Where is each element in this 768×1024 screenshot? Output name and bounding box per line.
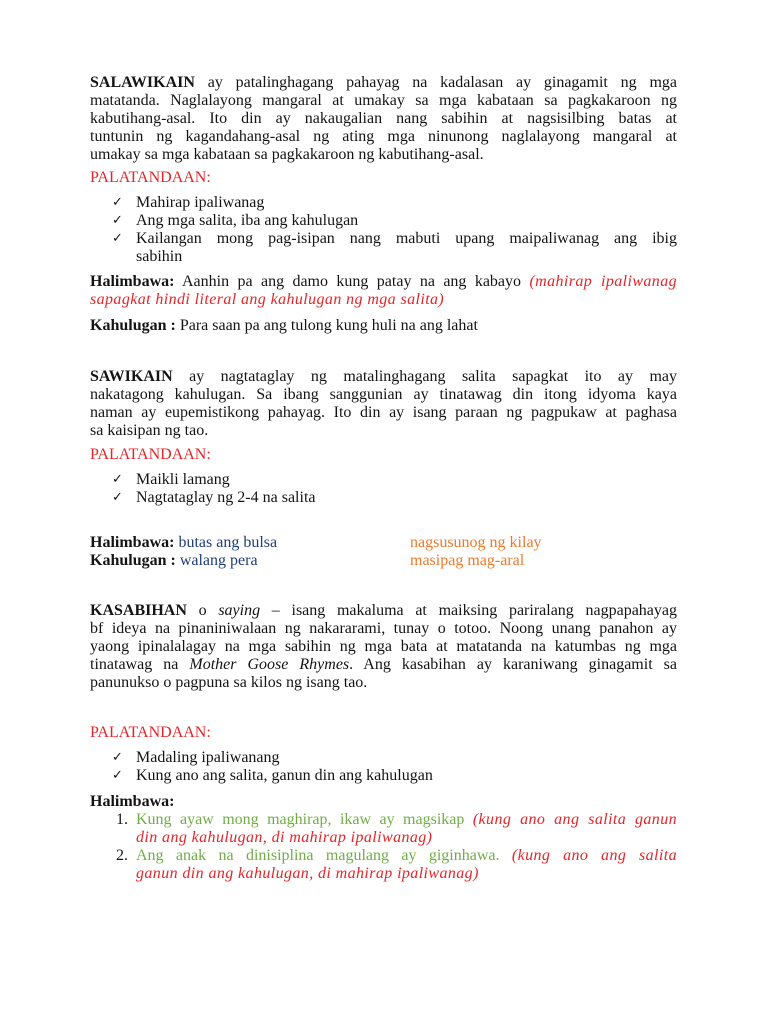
list-item-text: Kailangan mong pag-isipan nang mabuti upang maipaliwanag ang ibig [136, 230, 677, 247]
list-item [90, 749, 677, 767]
paragraph-line: tuntunin ng kagandahang-asal ng ating mga ninunong naglalayong mangaral at [90, 128, 677, 145]
example-note: sapagkat hindi literal ang kahulugan ng mga salita) [90, 291, 445, 308]
list-item [90, 230, 677, 266]
checkmark-icon [112, 767, 123, 785]
example-note: ganun din ang kahulugan, di mahirap ipaliwanag) [136, 865, 479, 882]
checkmark-icon [112, 212, 123, 230]
line-text: . Ang kasabihan ay karaniwang ginagamit sa [349, 656, 678, 673]
salawikain-halimbawa [90, 273, 677, 309]
sawikain-definition [90, 368, 677, 440]
sawikain-palatandaan-heading: PALATANDAAN: [90, 446, 211, 463]
paragraph-line: kabutihang-asal. Ito din ay nakaugalian nang sabihin at nagsisilbing batas at [90, 110, 677, 127]
kahulugan-label: Kahulugan : [90, 552, 176, 569]
checkmark-icon [112, 471, 123, 489]
paragraph-line [90, 317, 677, 335]
salawikain-definition [90, 74, 677, 164]
italic-term: Mother Goose Rhymes [189, 656, 350, 673]
sawikain-examples [90, 534, 677, 570]
paragraph-line: naman ay eupemistikong pahayag. Ito din ay isang paraan ng pagpukaw at paghasa [90, 404, 677, 421]
numbered-item [90, 847, 677, 883]
example-text: nagsusunog ng kilay [410, 534, 542, 551]
numbered-item [90, 811, 677, 847]
paragraph-line [90, 368, 677, 386]
meaning-text: masipag mag-aral [410, 552, 525, 569]
salawikain-kahulugan [90, 317, 677, 335]
salawikain-palatandaan-list [90, 194, 677, 266]
paragraph-line: sa kaisipan ng tao. [90, 422, 209, 439]
line-text: tinatawag na [90, 656, 179, 673]
kasabihan-palatandaan-list [90, 749, 677, 785]
list-item [90, 194, 677, 212]
paragraph-line: panunukso o pagpuna sa kilos ng isang tao. [90, 674, 368, 691]
list-item-text: sabihin [136, 248, 183, 265]
list-item-text: Kung ano ang salita, ganun din ang kahulugan [136, 767, 433, 784]
list-item-line [136, 847, 677, 865]
example-text: Ang anak na dinisiplina magulang ay giginhawa. [136, 847, 500, 864]
paragraph-line [90, 602, 677, 620]
example-note: (mahirap ipaliwanag [529, 273, 678, 290]
paragraph-line: nakatagong kahulugan. Sa ibang sanggunian ay tinatawag din itong idyoma kaya [90, 386, 677, 403]
paragraph-line: umakay sa mga kabataan sa pagkakaroon ng kabutihang-asal. [90, 146, 484, 163]
list-item-text: Mahirap ipaliwanag [136, 194, 265, 211]
checkmark-icon [112, 194, 123, 212]
example-text: Aanhin pa ang damo kung patay na ang kabayo [181, 273, 522, 290]
list-item-text: Nagtataglay ng 2-4 na salita [136, 489, 316, 506]
item-number: 2. [116, 847, 128, 864]
checkmark-icon [112, 489, 123, 507]
paragraph-line [90, 793, 677, 811]
halimbawa-label: Halimbawa: [90, 793, 175, 810]
example-text: Kung ayaw mong maghirap, ikaw ay magsikap [136, 811, 465, 828]
kahulugan-row [90, 552, 677, 570]
sawikain-palatandaan-list [90, 471, 677, 507]
list-item-text: Ang mga salita, iba ang kahulugan [136, 212, 359, 229]
example-note: (kung ano ang salita [511, 847, 677, 864]
item-number: 1. [116, 811, 128, 828]
kasabihan-palatandaan-heading: PALATANDAAN: [90, 724, 211, 741]
kasabihan-halimbawa-heading [90, 793, 677, 811]
kasabihan-example-list [90, 811, 677, 883]
list-item [90, 212, 677, 230]
list-item [90, 471, 677, 489]
list-item [90, 767, 677, 785]
paragraph-line: yaong ipinalalagay na mga sabihin ng mga bata at matatanda na katumbas ng mga [90, 638, 677, 655]
list-item-line [136, 829, 677, 847]
meaning-text: walang pera [179, 552, 258, 569]
example-note: din ang kahulugan, di mahirap ipaliwanag) [136, 829, 433, 846]
checkmark-icon [112, 230, 123, 248]
paragraph-line [90, 291, 677, 309]
checkmark-icon [112, 749, 123, 767]
halimbawa-label: Halimbawa: [90, 534, 175, 551]
kahulugan-label: Kahulugan : [90, 317, 176, 334]
list-item [90, 489, 677, 507]
halimbawa-row [90, 534, 677, 552]
salawikain-term: SALAWIKAIN [90, 74, 195, 91]
halimbawa-label: Halimbawa: [90, 273, 175, 290]
line-text: o [198, 602, 207, 619]
kasabihan-term: KASABIHAN [90, 602, 187, 619]
example-note: (kung ano ang salita ganun [472, 811, 677, 828]
salawikain-palatandaan-heading: PALATANDAAN: [90, 169, 211, 186]
paragraph-line [90, 656, 677, 674]
paragraph-line [90, 273, 677, 291]
list-item-text: Madaling ipaliwanang [136, 749, 280, 766]
example-text: butas ang bulsa [178, 534, 278, 551]
paragraph-line: bf ideya na pinaniniwalaan ng nakararami, tunay o totoo. Noong unang panahon ay [90, 620, 677, 637]
list-item-line [136, 811, 677, 829]
list-item-line [136, 865, 677, 883]
italic-term: saying [218, 602, 261, 619]
meaning-text: Para saan pa ang tulong kung huli na ang lahat [179, 317, 478, 334]
paragraph-line: matatanda. Naglalayong mangaral at umakay sa mga kabataan sa pagkakaroon ng [90, 92, 677, 109]
line-text: – isang makaluma at maiksing pariralang nagpapahayag [271, 602, 677, 619]
sawikain-term: SAWIKAIN [90, 368, 173, 385]
line-text: ay patalinghagang pahayag na kadalasan ay ginagamit ng mga [207, 74, 677, 91]
kasabihan-definition [90, 602, 677, 692]
line-text: ay nagtataglay ng matalinghagang salita sapagkat ito ay may [189, 368, 678, 385]
paragraph-line [90, 74, 677, 92]
list-item-text: Maikli lamang [136, 471, 230, 488]
